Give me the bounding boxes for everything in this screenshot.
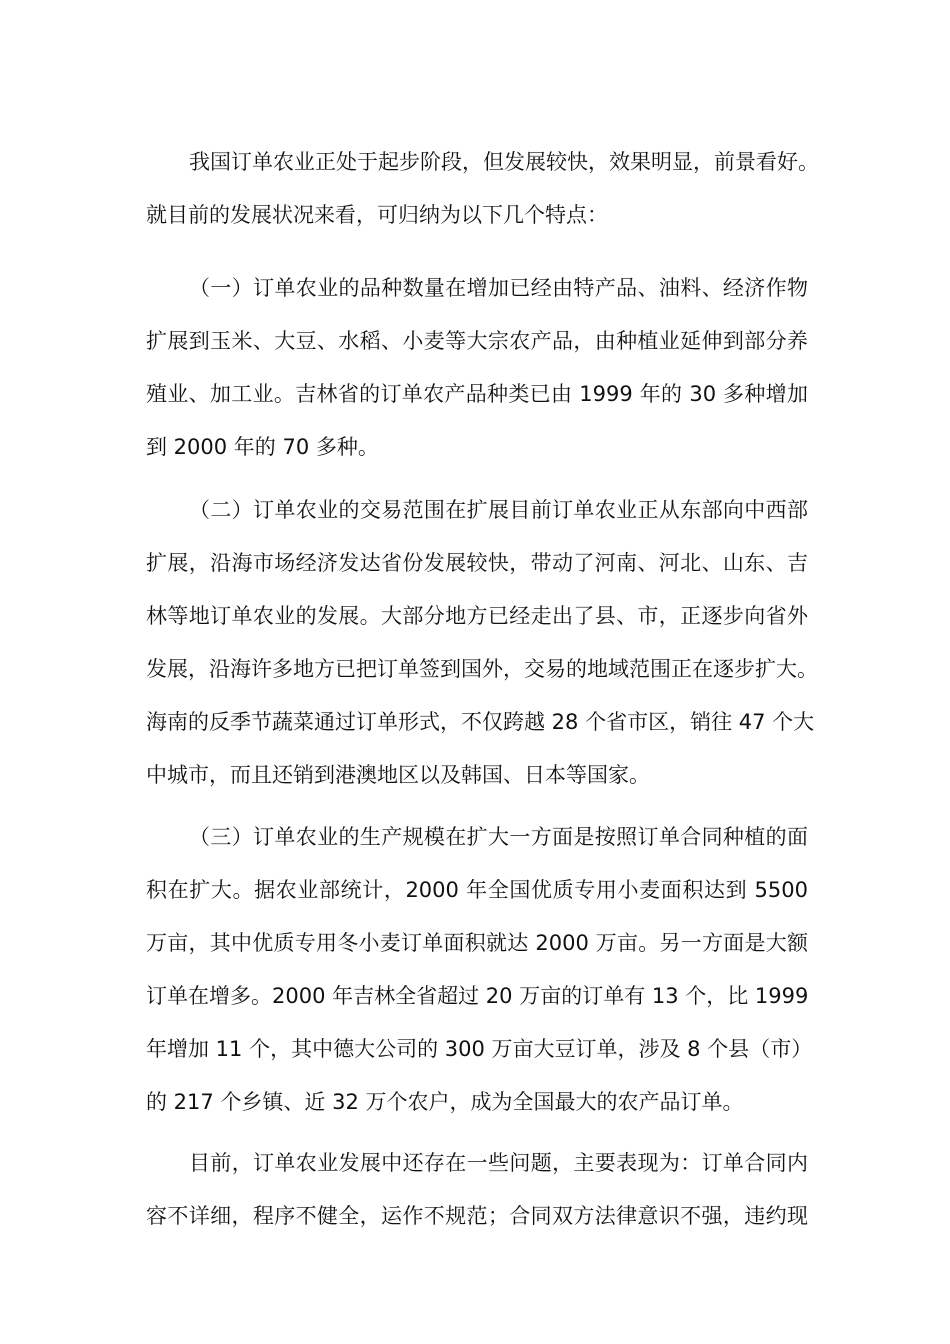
paragraph-line: 扩展，沿海市场经济发达省份发展较快，带动了河南、河北、山东、吉 bbox=[146, 551, 808, 575]
paragraph-line: 中城市，而且还销到港澳地区以及韩国、日本等国家。 bbox=[146, 763, 650, 787]
paragraph-line: （三）订单农业的生产规模在扩大一方面是按照订单合同种植的面 bbox=[189, 825, 808, 849]
paragraph-point-one bbox=[146, 262, 808, 474]
paragraph-line: 万亩，其中优质专用冬小麦订单面积就达 2000 万亩。另一方面是大额 bbox=[146, 931, 808, 955]
paragraph-line: 殖业、加工业。吉林省的订单农产品种类已由 1999 年的 30 多种增加 bbox=[146, 382, 808, 406]
paragraph-point-two bbox=[146, 484, 818, 802]
paragraph-line: （一）订单农业的品种数量在增加已经由特产品、油料、经济作物 bbox=[189, 276, 808, 300]
paragraph-line: 目前，订单农业发展中还存在一些问题，主要表现为：订单合同内 bbox=[189, 1151, 808, 1175]
paragraph-line: 就目前的发展状况来看，可归纳为以下几个特点： bbox=[146, 203, 608, 227]
paragraph-line: 到 2000 年的 70 多种。 bbox=[146, 435, 379, 459]
paragraph-line: 容不详细，程序不健全，运作不规范；合同双方法律意识不强，违约现 bbox=[146, 1204, 808, 1228]
paragraph-line: 积在扩大。据农业部统计，2000 年全国优质专用小麦面积达到 5500 bbox=[146, 878, 808, 902]
paragraph-line: 的 217 个乡镇、近 32 万个农户，成为全国最大的农产品订单。 bbox=[146, 1090, 744, 1114]
paragraph-line: 我国订单农业正处于起步阶段，但发展较快，效果明显，前景看好。 bbox=[189, 150, 819, 174]
paragraph-point-three bbox=[146, 811, 813, 1129]
paragraph-problems bbox=[146, 1137, 808, 1243]
paragraph-line: 扩展到玉米、大豆、水稻、小麦等大宗农产品，由种植业延伸到部分养 bbox=[146, 329, 808, 353]
paragraph-line: （二）订单农业的交易范围在扩展目前订单农业正从东部向中西部 bbox=[189, 498, 808, 522]
paragraph-line: 海南的反季节蔬菜通过订单形式，不仅跨越 28 个省市区，销往 47 个大 bbox=[146, 710, 815, 734]
paragraph-line: 发展，沿海许多地方已把订单签到国外，交易的地域范围正在逐步扩大。 bbox=[146, 657, 818, 681]
paragraph-line: 订单在增多。2000 年吉林全省超过 20 万亩的订单有 13 个，比 1999 bbox=[146, 984, 809, 1008]
paragraph-intro bbox=[146, 136, 819, 242]
paragraph-line: 林等地订单农业的发展。大部分地方已经走出了县、市，正逐步向省外 bbox=[146, 604, 808, 628]
paragraph-line: 年增加 11 个，其中德大公司的 300 万亩大豆订单，涉及 8 个县（市） bbox=[146, 1037, 813, 1061]
